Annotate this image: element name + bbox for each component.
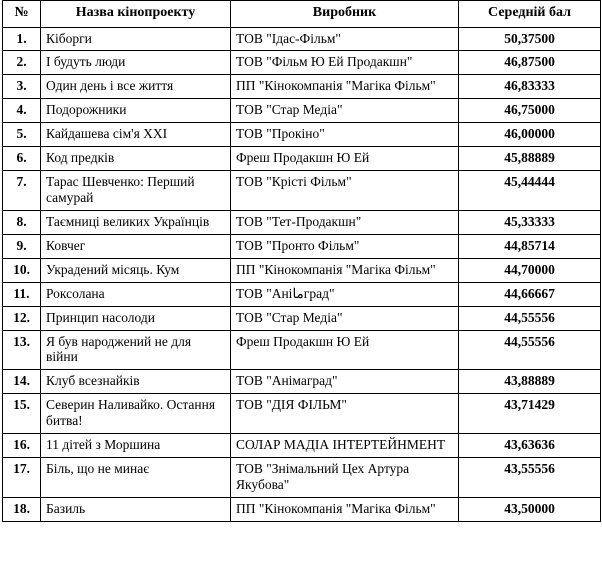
table-row	[3, 171, 601, 211]
cell-average-score: 45,88889	[459, 147, 601, 171]
cell-number: 16.	[3, 434, 41, 458]
cell-project-name: Ковчег	[41, 234, 231, 258]
cell-producer: ПП "Кінокомпанія "Магіка Фільм"	[231, 497, 459, 521]
cell-average-score: 45,33333	[459, 210, 601, 234]
cell-number: 1.	[3, 27, 41, 51]
cell-producer: ПП "Кінокомпанія "Магіка Фільм"	[231, 75, 459, 99]
cell-project-name: Кайдашева сім'я XXI	[41, 123, 231, 147]
cell-average-score: 44,70000	[459, 258, 601, 282]
cell-project-name: Принцип насолоди	[41, 306, 231, 330]
cell-producer: ТОВ "Ідас-Фільм"	[231, 27, 459, 51]
cell-average-score: 44,55556	[459, 306, 601, 330]
table-row	[3, 330, 601, 370]
cell-producer: Фреш Продакшн Ю Ей	[231, 330, 459, 370]
table-header	[3, 1, 601, 28]
cell-number: 18.	[3, 497, 41, 521]
cell-producer: ТОВ "Анімаград"	[231, 370, 459, 394]
cell-average-score: 44,66667	[459, 282, 601, 306]
cell-number: 17.	[3, 458, 41, 498]
column-header-number: №	[3, 1, 41, 28]
cell-producer: ТОВ "Крісті Фільм"	[231, 171, 459, 211]
table-row	[3, 51, 601, 75]
cell-average-score: 44,55556	[459, 330, 601, 370]
cell-producer: ТОВ "Аніماград"	[231, 282, 459, 306]
cell-average-score: 46,00000	[459, 123, 601, 147]
cell-number: 12.	[3, 306, 41, 330]
cell-project-name: Я був народжений не для війни	[41, 330, 231, 370]
table-row	[3, 258, 601, 282]
cell-project-name: Украдений місяць. Кум	[41, 258, 231, 282]
cell-project-name: 11 дітей з Моршина	[41, 434, 231, 458]
cell-number: 8.	[3, 210, 41, 234]
cell-number: 9.	[3, 234, 41, 258]
table-row	[3, 458, 601, 498]
cell-average-score: 43,88889	[459, 370, 601, 394]
table-row	[3, 282, 601, 306]
cell-number: 3.	[3, 75, 41, 99]
cell-project-name: Біль, що не минає	[41, 458, 231, 498]
cell-number: 11.	[3, 282, 41, 306]
cell-project-name: Таємниці великих Українців	[41, 210, 231, 234]
table-header-row	[3, 1, 601, 28]
table-body	[3, 27, 601, 521]
column-header-producer: Виробник	[231, 1, 459, 28]
cell-average-score: 46,75000	[459, 99, 601, 123]
cell-producer: ТОВ "ДІЯ ФІЛЬМ"	[231, 394, 459, 434]
cell-average-score: 50,37500	[459, 27, 601, 51]
cell-average-score: 44,85714	[459, 234, 601, 258]
cell-number: 5.	[3, 123, 41, 147]
column-header-average-score: Середній бал	[459, 1, 601, 28]
cell-project-name: І будуть люди	[41, 51, 231, 75]
cell-average-score: 45,44444	[459, 171, 601, 211]
cell-project-name: Кіборги	[41, 27, 231, 51]
cell-project-name: Роксолана	[41, 282, 231, 306]
cell-producer: ТОВ "Стар Медіа"	[231, 99, 459, 123]
cell-average-score: 43,63636	[459, 434, 601, 458]
cell-number: 4.	[3, 99, 41, 123]
table-row	[3, 306, 601, 330]
cell-producer: ПП "Кінокомпанія "Магіка Фільм"	[231, 258, 459, 282]
cell-producer: ТОВ "Прокіно"	[231, 123, 459, 147]
ranking-table	[2, 0, 601, 522]
cell-project-name: Тарас Шевченко: Перший самурай	[41, 171, 231, 211]
cell-project-name: Клуб всезнайків	[41, 370, 231, 394]
table-row	[3, 75, 601, 99]
cell-project-name: Базиль	[41, 497, 231, 521]
cell-average-score: 46,87500	[459, 51, 601, 75]
cell-project-name: Один день і все життя	[41, 75, 231, 99]
cell-average-score: 43,55556	[459, 458, 601, 498]
table-row	[3, 27, 601, 51]
cell-number: 7.	[3, 171, 41, 211]
cell-number: 15.	[3, 394, 41, 434]
table-row	[3, 147, 601, 171]
table-row	[3, 210, 601, 234]
table-row	[3, 123, 601, 147]
cell-number: 14.	[3, 370, 41, 394]
cell-average-score: 43,50000	[459, 497, 601, 521]
cell-average-score: 46,83333	[459, 75, 601, 99]
table-row	[3, 99, 601, 123]
cell-producer: ТОВ "Тет-Продакшн"	[231, 210, 459, 234]
cell-average-score: 43,71429	[459, 394, 601, 434]
cell-producer: СОЛАР МАДІА ІНТЕРТЕЙНМЕНТ	[231, 434, 459, 458]
cell-number: 13.	[3, 330, 41, 370]
table-row	[3, 434, 601, 458]
table-row	[3, 394, 601, 434]
table-row	[3, 370, 601, 394]
cell-number: 2.	[3, 51, 41, 75]
cell-number: 10.	[3, 258, 41, 282]
cell-project-name: Подорожники	[41, 99, 231, 123]
column-header-project-name: Назва кінопроекту	[41, 1, 231, 28]
cell-project-name: Северин Наливайко. Остання битва!	[41, 394, 231, 434]
cell-producer: ТОВ "Знімальний Цех Артура Якубова"	[231, 458, 459, 498]
cell-producer: ТОВ "Пронто Фільм"	[231, 234, 459, 258]
cell-producer: Фреш Продакшн Ю Ей	[231, 147, 459, 171]
cell-number: 6.	[3, 147, 41, 171]
cell-producer: ТОВ "Фільм Ю Ей Продакшн"	[231, 51, 459, 75]
cell-producer: ТОВ "Стар Медіа"	[231, 306, 459, 330]
cell-project-name: Код предків	[41, 147, 231, 171]
table-row	[3, 234, 601, 258]
table-row	[3, 497, 601, 521]
